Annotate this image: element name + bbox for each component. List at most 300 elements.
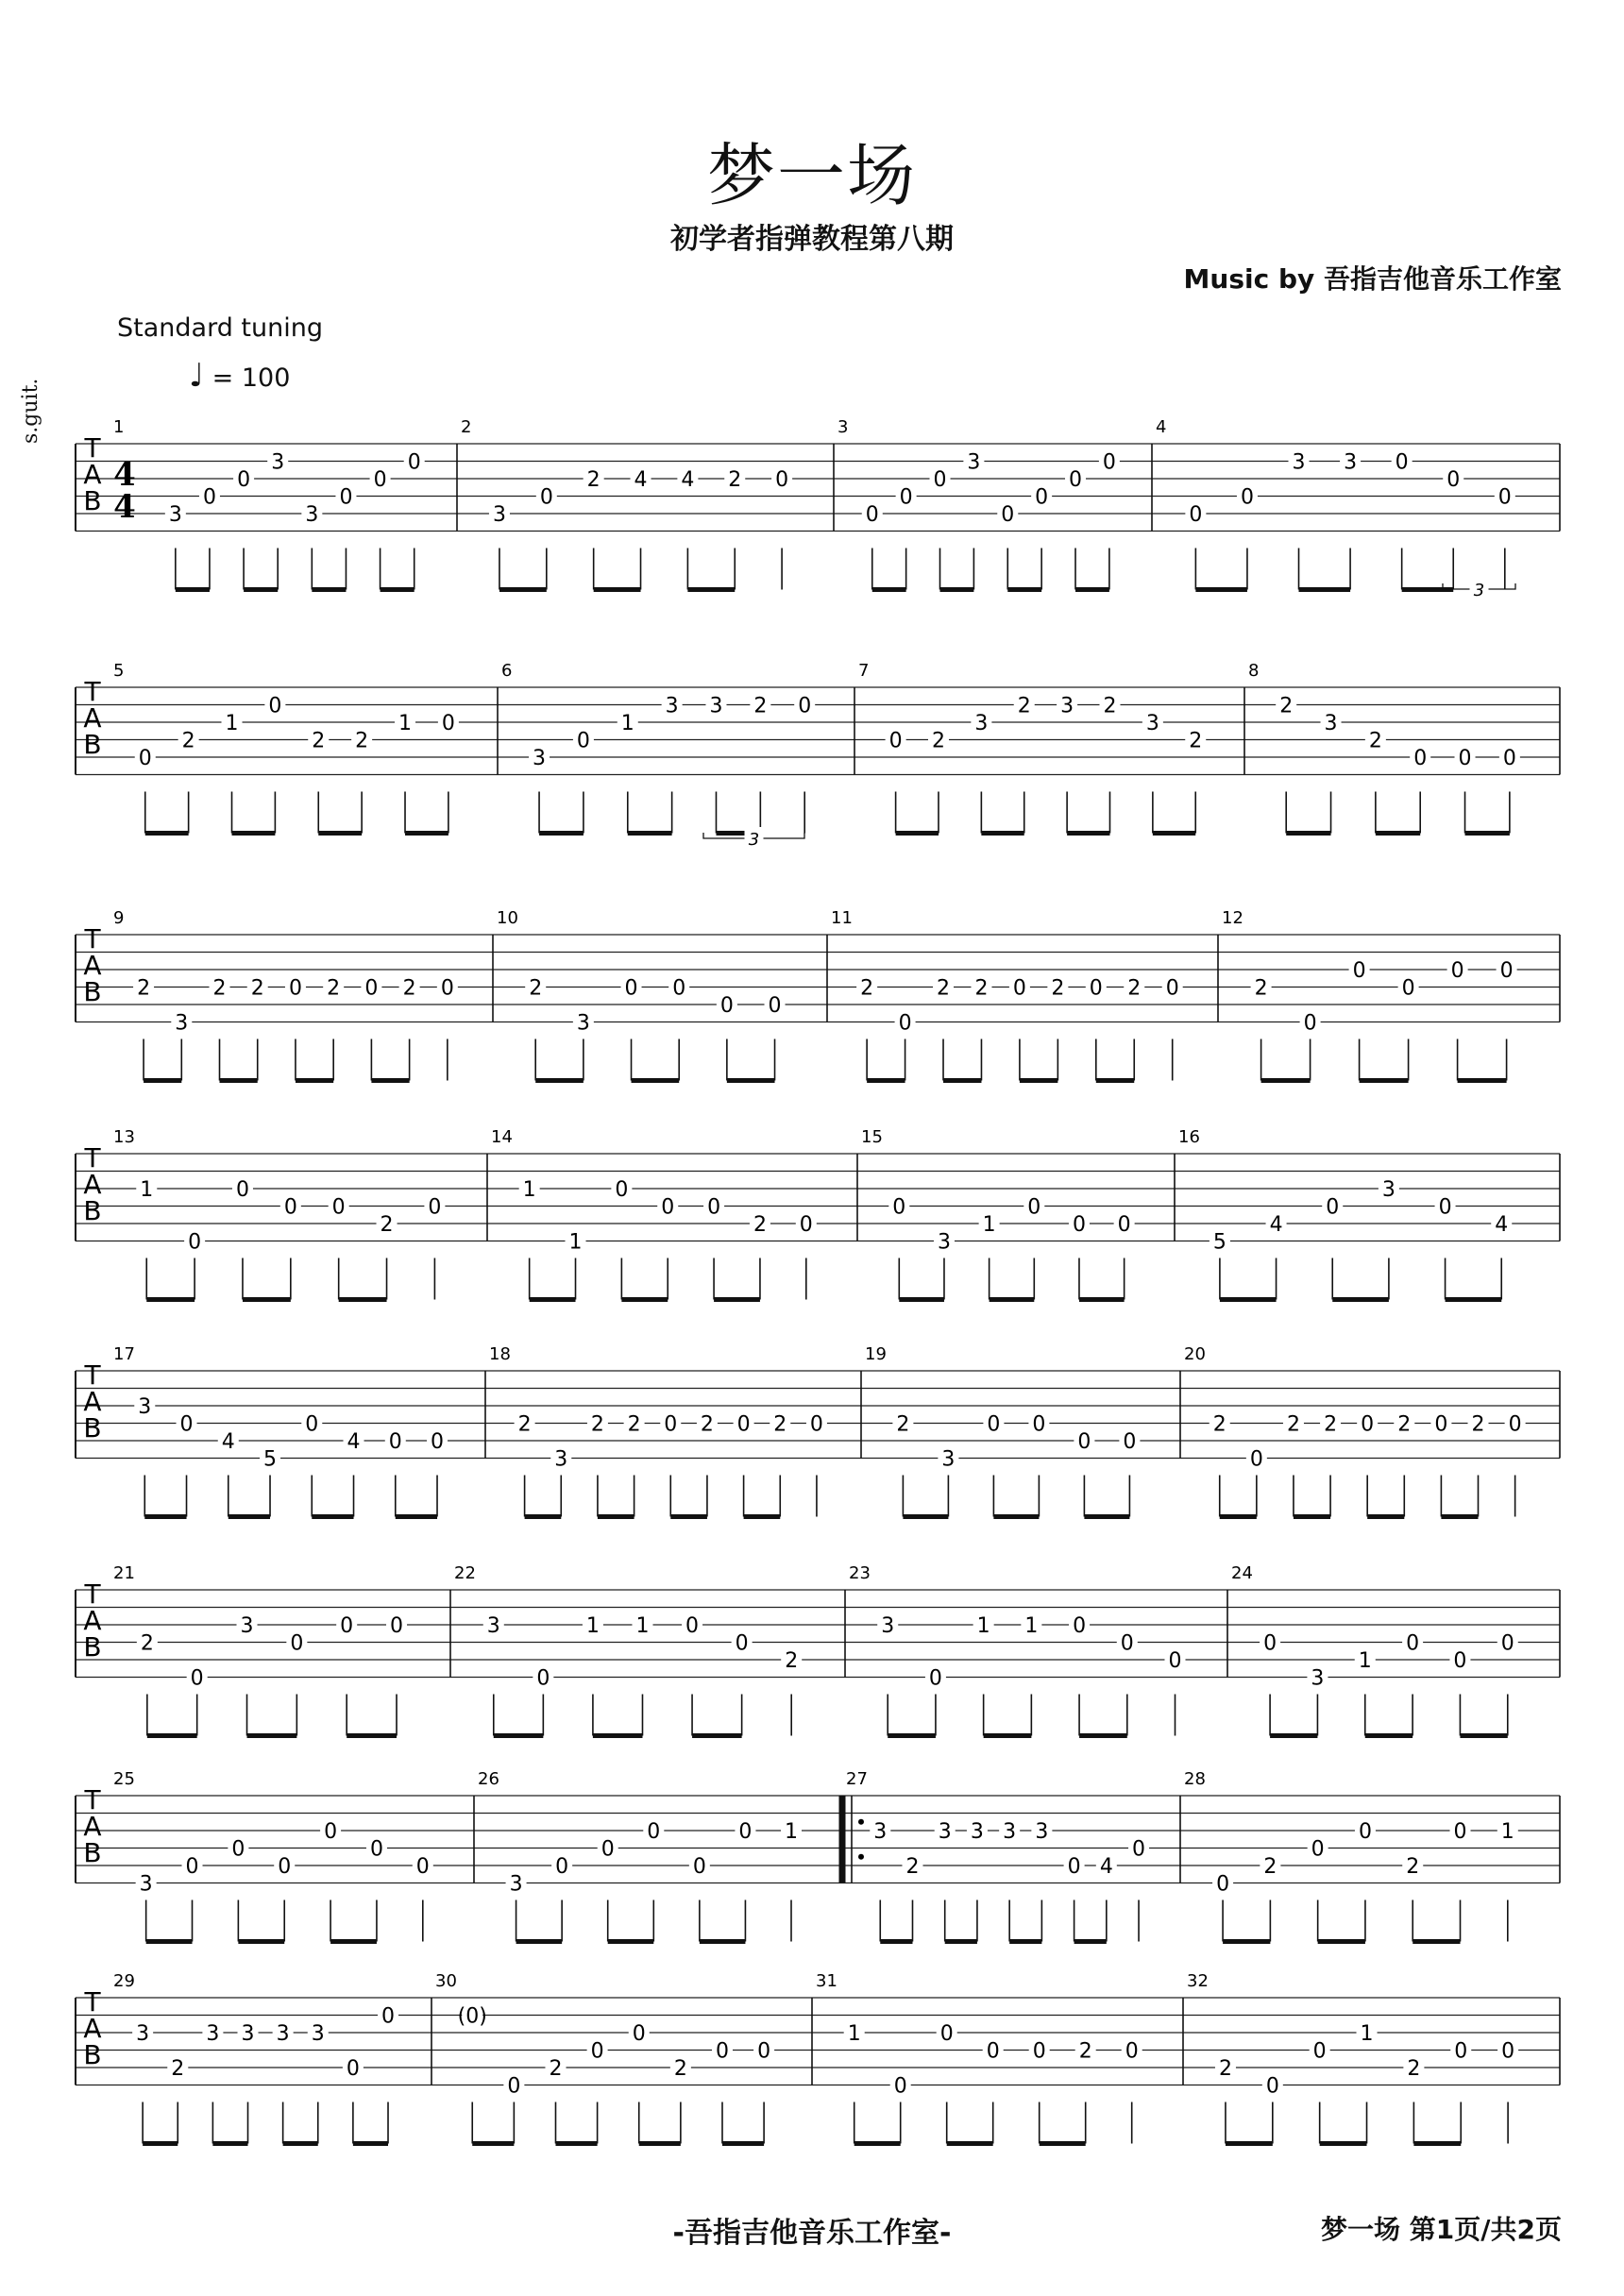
fret-number: 3 [533,747,547,770]
fret-number: 2 [905,1855,920,1879]
fret-number: 0 [1453,1820,1467,1844]
fret-number: 0 [1032,1412,1046,1437]
fret-number: 0 [283,1195,297,1220]
measure-number: 22 [454,1563,476,1583]
fret-number: 0 [507,2074,521,2099]
measure-number: 3 [837,417,849,437]
fret-number: 3 [709,694,723,718]
fret-number: 0 [632,2022,646,2046]
measure-number: 29 [113,1971,135,1991]
fret-number: 3 [970,1820,984,1844]
fret-number: 1 [635,1614,650,1638]
fret-number: 0 [865,503,879,527]
fret-number: 3 [941,1447,956,1472]
fret-number: 0 [809,1412,823,1437]
fret-number: 3 [486,1614,500,1638]
fret-number: 3 [138,1395,152,1419]
tab-clef-letter: A [83,702,102,734]
measure-number: 20 [1184,1344,1206,1364]
repeat-dot [858,1819,864,1825]
footer-studio: -吾指吉他音乐工作室- [672,2217,952,2250]
fret-number: 0 [407,450,421,475]
fret-number: 0 [138,747,152,770]
measure-number: 14 [491,1127,513,1147]
fret-number: 0 [440,976,454,1001]
fret-number: 0 [373,468,387,492]
tab-clef-letter: B [83,1837,102,1868]
measure-number: 16 [1178,1127,1200,1147]
fret-number: 2 [1324,1412,1338,1437]
measure-number: 6 [501,661,513,681]
fret-number: 2 [700,1412,714,1437]
fret-number: 0 [685,1614,700,1638]
fret-number: 0 [933,468,947,492]
fret-number: 1 [982,1213,996,1237]
fret-number: 2 [1218,2057,1232,2081]
tab-clef-letter: T [84,1784,101,1815]
fret-number: 0 [986,2039,1000,2064]
fret-number: 3 [1324,712,1338,735]
fret-number: 0 [738,1820,753,1844]
fret-number: 0 [661,1195,675,1220]
fret-number: 3 [1035,1820,1049,1844]
fret-number: 1 [522,1178,536,1202]
fret-number: 0 [1502,747,1516,770]
fret-number: 3 [937,1230,951,1255]
tab-clef-letter: T [84,1359,101,1391]
fret-number: 0 [1438,1195,1452,1220]
fret-number: 4 [1269,1213,1283,1237]
fret-number: 4 [1099,1855,1113,1879]
fret-number: 3 [1145,712,1159,735]
fret-number: 0 [1032,2039,1046,2064]
fret-number: 2 [974,976,989,1001]
fret-number: 1 [398,712,413,735]
fret-number: 0 [340,1614,354,1638]
fret-number: 0 [707,1195,721,1220]
measure-number: 9 [113,908,125,928]
fret-number: 0 [892,1195,906,1220]
measure-number: 1 [113,417,125,437]
fret-number: 0 [1446,468,1461,492]
fret-number: 3 [1311,1666,1325,1691]
tab-clef-letter: A [83,950,102,981]
composer-credit: Music by 吾指吉他音乐工作室 [1183,263,1562,295]
fret-number: 2 [1189,729,1203,753]
fret-number: 0 [369,1837,383,1862]
fret-number: 0 [1001,503,1015,527]
fret-number: 2 [728,468,742,492]
fret-number: 0 [235,1178,249,1202]
measure-number: 23 [849,1563,871,1583]
fret-number: 3 [873,1820,888,1844]
fret-number: 0 [898,1011,912,1036]
measure-number: 25 [113,1769,135,1789]
tab-clef-letter: A [83,1169,102,1200]
fret-number: 0 [1311,1837,1325,1862]
fret-number: 0 [624,976,638,1001]
tab-clef-letter: A [83,1386,102,1417]
fret-number: 0 [1189,503,1203,527]
tab-clef-letter: A [83,2013,102,2044]
fret-number: 0 [1500,1631,1514,1656]
fret-number: 0 [441,712,455,735]
fret-number: 0 [775,468,789,492]
tab-clef-letter: A [83,459,102,490]
fret-number: 2 [1471,1412,1485,1437]
fret-number: 2 [1406,1855,1420,1879]
fret-number: 0 [415,1855,430,1879]
fret-number: 3 [175,1011,189,1036]
fret-number: 1 [1024,1614,1039,1638]
fret-number: 1 [976,1614,990,1638]
tab-clef-letter: B [83,485,102,516]
triplet-label: 3 [1473,581,1485,600]
tab-clef-letter: A [83,1605,102,1636]
fret-number: 0 [1125,2039,1139,2064]
fret-number: 0 [1501,2039,1515,2064]
fret-number: 2 [1397,1412,1412,1437]
fret-number: 0 [899,485,913,510]
fret-number: 2 [312,729,326,753]
fret-number: 0 [290,1631,304,1656]
fret-number: 3 [881,1614,895,1638]
fret-number: 0 [1454,2039,1468,2064]
fret-number: 0 [735,1631,749,1656]
fret-number: 0 [390,1614,404,1638]
fret-number: 0 [1434,1412,1448,1437]
fret-number: 1 [847,2022,861,2046]
measure-number: 5 [113,661,125,681]
fret-number: 0 [798,694,812,718]
fret-number: 0 [768,994,782,1018]
fret-number: 2 [380,1213,394,1237]
fret-number: 0 [1326,1195,1340,1220]
fret-number: 0 [1165,976,1179,1001]
tab-clef-letter: T [84,676,101,707]
fret-number: 0 [231,1837,245,1862]
fret-number: 0 [1352,959,1366,983]
fret-number: 0 [757,2039,771,2064]
fret-number: 0 [364,976,379,1001]
fret-number: 4 [681,468,695,492]
fret-number: 3 [974,712,989,735]
fret-number: 0 [1406,1631,1420,1656]
measure-number: 31 [816,1971,837,1991]
fret-number: 0 [1249,1447,1263,1472]
fret-number: 0 [1361,1412,1375,1437]
fret-number: 0 [1216,1872,1230,1897]
fret-number: 2 [137,976,151,1001]
measure-number: 19 [865,1344,887,1364]
measure-number: 30 [435,1971,457,1991]
measure-number: 32 [1187,1971,1209,1991]
fret-number: 3 [938,1820,952,1844]
fret-number: 0 [1263,1631,1277,1656]
fret-number: 0 [381,2004,396,2029]
fret-number: 0 [736,1412,751,1437]
fret-number: 0 [719,994,734,1018]
fret-number: 2 [402,976,416,1001]
fret-number: 0 [1069,468,1083,492]
subtitle: 初学者指弹教程第八期 [670,223,954,256]
fret-number: 3 [168,503,182,527]
fret-number: 0 [715,2039,729,2064]
measure-number: 7 [858,661,870,681]
fret-number: 1 [225,712,239,735]
fret-number: 2 [140,1631,154,1656]
fret-number: 0 [539,485,553,510]
fret-number: 0 [1117,1213,1131,1237]
tab-clef-letter: B [83,1195,102,1226]
tab-clef-letter: B [83,729,102,760]
fret-number: 2 [1051,976,1065,1001]
tab-clef-letter: T [84,1578,101,1610]
fret-number: 2 [1286,1412,1300,1437]
fret-number: 0 [664,1412,678,1437]
fret-number: 0 [1508,1412,1522,1437]
tab-clef-letter: B [83,976,102,1007]
fret-number: 1 [1360,2022,1374,2046]
fret-number: 0 [1303,1011,1317,1036]
fret-number: 0 [928,1666,942,1691]
fret-number: 2 [181,729,195,753]
fret-number: 3 [1060,694,1074,718]
fret-number: 2 [1254,976,1268,1001]
fret-number: 0 [1395,450,1409,475]
tab-clef-letter: T [84,923,101,954]
fret-number: 0 [888,729,903,753]
measure-number: 2 [461,417,472,437]
fret-number: 1 [568,1230,583,1255]
fret-number: 2 [590,1412,604,1437]
fret-number: 0 [1123,1430,1137,1454]
fret-number: 0 [188,1230,202,1255]
fret-number: 0 [692,1855,706,1879]
tab-clef-letter: B [83,2039,102,2070]
fret-number: 2 [517,1412,532,1437]
fret-number: 2 [1078,2039,1092,2064]
fret-number: 0 [278,1855,292,1879]
fret-number: 2 [937,976,951,1001]
fret-number: 3 [311,2022,325,2046]
fret-number: 0 [305,1412,319,1437]
fret-number: 0 [1067,1855,1081,1879]
measure-number: 26 [478,1769,499,1789]
measure-number: 28 [1184,1769,1206,1789]
fret-number: 2 [673,2057,687,2081]
tab-clef-letter: T [84,1142,101,1173]
fret-number: 3 [136,2022,150,2046]
measure-number: 11 [831,908,853,928]
measure-number: 15 [861,1127,883,1147]
fret-number: 0 [1240,485,1254,510]
fret-number: 3 [206,2022,220,2046]
fret-number: 0 [1077,1430,1091,1454]
fret-number: 0 [1132,1837,1146,1862]
fret-number: 3 [139,1872,153,1897]
fret-number: 0 [1458,747,1472,770]
fret-number: 2 [1017,694,1031,718]
fret-number: 3 [967,450,981,475]
measure-number: 4 [1156,417,1167,437]
time-signature-top: 4 [113,456,136,494]
triplet-label: 3 [748,830,760,850]
time-signature-bottom: 4 [113,488,136,526]
tab-clef-letter: B [83,1412,102,1443]
fret-number: 3 [241,2022,255,2046]
fret-number: 0 [346,2057,360,2081]
fret-number: 0 [672,976,686,1001]
tuning-label: Standard tuning [117,313,323,343]
fret-number: 0 [1413,747,1428,770]
quarter-note-icon: ♩ [189,357,205,395]
fret-number: 3 [240,1614,254,1638]
fret-number: 0 [324,1820,338,1844]
fret-number: 0 [268,694,282,718]
fret-number: 0 [1073,1614,1087,1638]
fret-number: 0 [1012,976,1026,1001]
fret-number: 0 [1072,1213,1086,1237]
fret-number: 2 [860,976,874,1001]
fret-number: 2 [1263,1855,1277,1879]
fret-number: 0 [190,1666,204,1691]
fret-number: 1 [785,1820,798,1844]
fret-number: 0 [939,2022,954,2046]
measure-number: 8 [1248,661,1260,681]
fret-number: 0 [601,1837,615,1862]
measure-number: 24 [1231,1563,1253,1583]
fret-number: 3 [509,1872,523,1897]
fret-number: 4 [347,1430,361,1454]
fret-number: 2 [1212,1412,1226,1437]
tab-clef-letter: A [83,1811,102,1842]
fret-number: 0 [1120,1631,1134,1656]
fret-number: 0 [1450,959,1464,983]
measure-number: 17 [113,1344,135,1364]
fret-number: 2 [1368,729,1382,753]
fret-number: 3 [305,503,319,527]
fret-number: 0 [428,1195,442,1220]
tab-clef-letter: T [84,432,101,464]
fret-number: 2 [212,976,227,1001]
fret-number: 2 [1407,2057,1421,2081]
fret-number: 0 [590,2039,604,2064]
measure-number: 10 [497,908,518,928]
fret-number: 5 [1212,1230,1226,1255]
fret-number: 2 [931,729,945,753]
tempo-value: = 100 [211,363,291,393]
fret-number: 0 [237,468,251,492]
fret-number: 2 [753,1213,767,1237]
song-title: 梦一场 [706,136,917,215]
fret-number: 0 [431,1430,445,1454]
fret-number: 0 [388,1430,402,1454]
fret-number: 3 [1292,450,1306,475]
fret-number: 3 [276,2022,290,2046]
fret-number: (0) [457,2004,487,2029]
fret-number: 0 [1168,1649,1182,1673]
fret-number: 0 [555,1855,569,1879]
measure-number: 12 [1222,908,1243,928]
fret-number: 3 [1003,1820,1017,1844]
measure-number: 18 [489,1344,511,1364]
fret-number: 2 [785,1649,799,1673]
measure-number: 21 [113,1563,135,1583]
fret-number: 2 [773,1412,787,1437]
fret-number: 0 [1499,959,1514,983]
fret-number: 0 [1401,976,1415,1001]
fret-number: 2 [250,976,264,1001]
fret-number: 0 [288,976,302,1001]
fret-number: 2 [529,976,543,1001]
fret-number: 5 [263,1447,278,1472]
fret-number: 2 [586,468,601,492]
fret-number: 3 [1381,1178,1396,1202]
fret-number: 0 [647,1820,661,1844]
fret-number: 0 [536,1666,550,1691]
fret-number: 0 [576,729,590,753]
fret-number: 2 [171,2057,185,2081]
fret-number: 3 [271,450,285,475]
fret-number: 3 [554,1447,568,1472]
measure-number: 27 [846,1769,868,1789]
fret-number: 0 [1312,2039,1327,2064]
fret-number: 2 [327,976,341,1001]
fret-number: 0 [799,1213,813,1237]
fret-number: 0 [1497,485,1512,510]
fret-number: 2 [355,729,369,753]
fret-number: 0 [1453,1649,1467,1673]
fret-number: 1 [1500,1820,1514,1844]
fret-number: 0 [1089,976,1103,1001]
fret-number: 0 [185,1855,199,1879]
fret-number: 0 [1027,1195,1041,1220]
fret-number: 0 [1358,1820,1372,1844]
fret-number: 3 [665,694,679,718]
fret-number: 4 [221,1430,235,1454]
tab-clef-letter: T [84,1986,101,2017]
fret-number: 1 [140,1178,154,1202]
fret-number: 0 [893,2074,907,2099]
fret-number: 0 [339,485,353,510]
fret-number: 2 [753,694,768,718]
fret-number: 0 [202,485,216,510]
fret-number: 3 [1344,450,1358,475]
fret-number: 1 [585,1614,600,1638]
fret-number: 0 [179,1412,194,1437]
repeat-dot [858,1854,864,1860]
fret-number: 3 [576,1011,590,1036]
fret-number: 1 [620,712,634,735]
fret-number: 1 [1358,1649,1372,1673]
fret-number: 2 [1279,694,1294,718]
fret-number: 2 [627,1412,641,1437]
footer-page-info: 梦一场 第1页/共2页 [1321,2214,1562,2245]
fret-number: 0 [615,1178,629,1202]
fret-number: 0 [1102,450,1116,475]
fret-number: 2 [1103,694,1117,718]
measure-number: 13 [113,1127,135,1147]
fret-number: 0 [987,1412,1001,1437]
fret-number: 3 [492,503,506,527]
fret-number: 2 [896,1412,910,1437]
fret-number: 2 [549,2057,563,2081]
fret-number: 0 [1265,2074,1279,2099]
instrument-label: s.guit. [19,378,42,444]
fret-number: 4 [1495,1213,1509,1237]
fret-number: 0 [1035,485,1049,510]
